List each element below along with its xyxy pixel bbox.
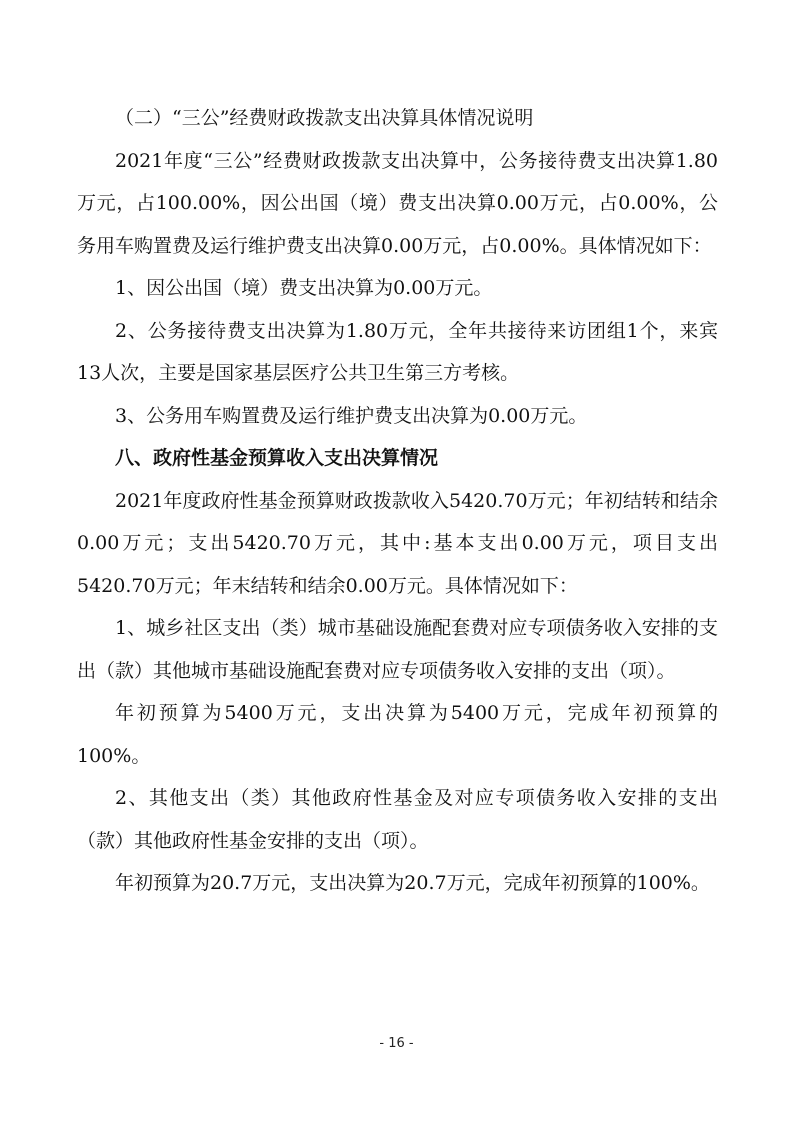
paragraph-other-expense-item: 2、其他支出（类）其他政府性基金及对应专项债务收入安排的支出（款）其他政府性基金安排的支出（项）。 xyxy=(77,787,718,852)
paragraph-urban-rural-budget-result: 年初预算为5400万元，支出决算为5400万元，完成年初预算的100%。 xyxy=(77,702,718,767)
section-heading-government-fund: 八、政府性基金预算收入支出决算情况 xyxy=(115,447,439,469)
document-body xyxy=(77,97,718,905)
page-number: - 16 - xyxy=(379,1036,414,1051)
paragraph-three-public-expenses-summary: 2021年度“三公”经费财政拨款支出决算中，公务接待费支出决算1.80万元，占100.00%，因公出国（境）费支出决算0.00万元，占0.00%，公务用车购置费及运行维护费支出决算0.00万元，占0.00%。具体情况如下： xyxy=(77,149,718,257)
paragraph-reception-expense: 2、公务接待费支出决算为1.80万元，全年共接待来访团组1个，来宾13人次，主要是国家基层医疗公共卫生第三方考核。 xyxy=(77,319,718,384)
paragraph-urban-rural-expense-item: 1、城乡社区支出（类）城市基础设施配套费对应专项债务收入安排的支出（款）其他城市基础设施配套费对应专项债务收入安排的支出（项）。 xyxy=(77,617,718,682)
section-subheading-three-public-expenses: （二）“三公”经费财政拨款支出决算具体情况说明 xyxy=(115,107,534,129)
paragraph-overseas-travel-expense: 1、因公出国（境）费支出决算为0.00万元。 xyxy=(115,277,493,299)
paragraph-other-expense-budget-result: 年初预算为20.7万元，支出决算为20.7万元，完成年初预算的100%。 xyxy=(115,872,710,894)
paragraph-vehicle-expense: 3、公务用车购置费及运行维护费支出决算为0.00万元。 xyxy=(115,404,588,427)
paragraph-government-fund-summary: 2021年度政府性基金预算财政拨款收入5420.70万元；年初结转和结余0.00万元；支出5420.70万元，其中:基本支出0.00万元，项目支出5420.70万元；年末结转和结余0.00万元。具体情况如下： xyxy=(77,489,718,597)
